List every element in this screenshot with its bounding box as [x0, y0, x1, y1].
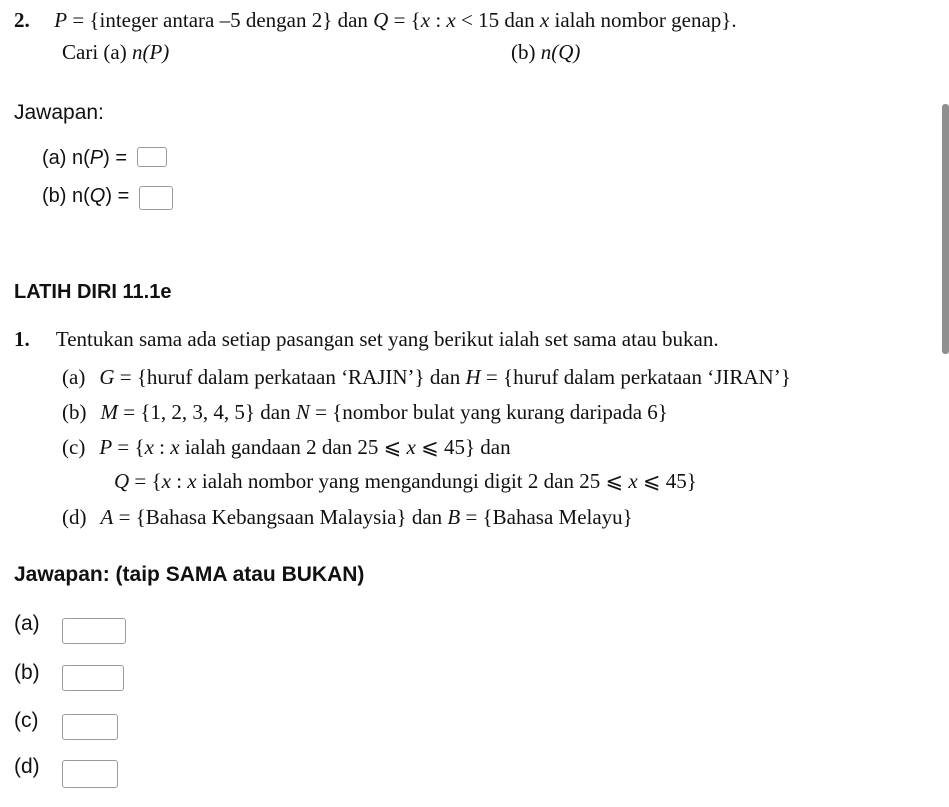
answer-row-b	[42, 185, 173, 210]
math-var: x	[539, 8, 550, 32]
answer-input-b[interactable]	[139, 186, 173, 210]
answer-2-title: Jawapan: (taip SAMA atau BUKAN)	[14, 563, 365, 586]
question-1-part-d	[62, 505, 633, 530]
text: = {	[129, 469, 162, 493]
math-var: H	[465, 365, 481, 389]
math-var: x	[170, 435, 180, 459]
math-var: G	[99, 365, 115, 389]
math-var: x	[406, 435, 416, 459]
set-q-symbol: Q	[373, 8, 389, 32]
text: < 15 dan	[455, 8, 540, 32]
math-var: x	[420, 8, 431, 32]
scrollbar[interactable]	[942, 104, 949, 354]
question-2-part-b	[511, 40, 580, 65]
text: = {huruf dalam perkataan ‘JIRAN’}	[480, 365, 791, 389]
answer-2-label-c: (c)	[14, 709, 39, 732]
math-var: P	[99, 435, 113, 459]
answer-2-label-d: (d)	[14, 755, 40, 778]
text: (d)	[62, 505, 87, 529]
set-p-definition: = {integer antara –5 dengan 2} dan	[67, 8, 374, 32]
text: (a) n(	[42, 147, 90, 169]
text: Tentukan sama ada setiap pasangan set yang berikut ialah set sama atau bukan.	[55, 327, 719, 351]
question-2-line-2	[62, 40, 169, 65]
math-var: x	[161, 469, 171, 493]
math-var: Q	[114, 469, 130, 493]
text: = {1, 2, 3, 4, 5} dan	[118, 400, 296, 424]
text: ialah nombor yang mengandungi digit 2 dan 25 ⩽	[196, 469, 629, 493]
text: ialah nombor genap}.	[549, 8, 737, 32]
answer-2-input-a[interactable]	[62, 618, 126, 644]
text: ⩽ 45} dan	[415, 435, 511, 459]
math-var: x	[144, 435, 154, 459]
question-number: 2.	[14, 8, 30, 32]
answer-input-a[interactable]	[137, 147, 167, 167]
question-2-line-1	[14, 8, 737, 33]
answer-2-input-d[interactable]	[62, 760, 118, 788]
text: ) =	[103, 147, 128, 169]
text: (b)	[62, 400, 87, 424]
answer-2-input-c[interactable]	[62, 714, 118, 740]
text: :	[170, 469, 188, 493]
text: = {	[112, 435, 145, 459]
math-var: M	[100, 400, 118, 424]
text: :	[153, 435, 171, 459]
math-var: x	[446, 8, 456, 32]
math-var: B	[447, 505, 461, 529]
answer-title: Jawapan:	[14, 101, 104, 124]
q-num: 1.	[14, 327, 30, 351]
question-1-intro	[14, 327, 719, 352]
section-title: LATIH DIRI 11.1e	[14, 281, 172, 303]
question-1-part-b	[62, 400, 668, 425]
math-var: x	[187, 469, 197, 493]
text: Cari (a)	[62, 40, 132, 64]
math-var: x	[628, 469, 638, 493]
math-var: A	[100, 505, 114, 529]
math-var: P	[89, 147, 104, 169]
answer-2-label-a: (a)	[14, 612, 40, 635]
question-1-part-a	[62, 365, 791, 390]
text: ) =	[105, 185, 130, 207]
text: = {Bahasa Melayu}	[460, 505, 633, 529]
text: = {Bahasa Kebangsaan Malaysia} dan	[113, 505, 448, 529]
text: (c)	[62, 435, 86, 459]
text: = {nombor bulat yang kurang daripada 6}	[309, 400, 668, 424]
text: :	[430, 8, 447, 32]
math-var: Q	[89, 185, 106, 207]
text: ⩽ 45}	[637, 469, 697, 493]
text: = {huruf dalam perkataan ‘RAJIN’} dan	[114, 365, 466, 389]
question-1-part-c-line-2	[114, 469, 697, 494]
set-p-symbol: P	[54, 8, 68, 32]
text: = {	[388, 8, 421, 32]
answer-row-a	[42, 147, 167, 170]
math-expression: n(Q)	[540, 40, 581, 64]
math-expression: n(P)	[131, 40, 170, 64]
question-1-part-c-line-1	[62, 435, 511, 460]
text: (b) n(	[42, 185, 90, 207]
text: (a)	[62, 365, 86, 389]
answer-2-label-b: (b)	[14, 661, 40, 684]
text: (b)	[511, 40, 541, 64]
text: ialah gandaan 2 dan 25 ⩽	[179, 435, 407, 459]
math-var: N	[295, 400, 310, 424]
answer-2-input-b[interactable]	[62, 665, 124, 691]
